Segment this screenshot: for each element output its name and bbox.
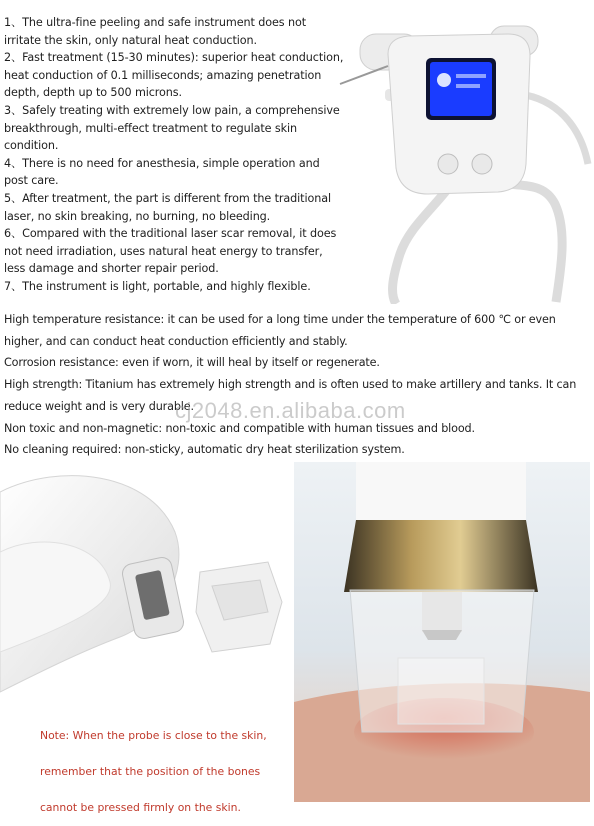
note-line: cannot be pressed firmly on the skin.	[40, 801, 241, 814]
property-item: Corrosion resistance: even if worn, it will heal by itself or regenerate.	[4, 356, 380, 370]
property-item: High temperature resistance: it can be used for a long time under the temperature of 600 ℃ or even higher, and can conduct heat conduction efficiently and stably.	[4, 313, 556, 348]
feature-item: 5、After treatment, the part is different from the traditional laser, no skin breaking, no burning, no bleeding.	[4, 191, 331, 223]
feature-item: 7、The instrument is light, portable, and highly flexible.	[4, 279, 311, 293]
note-line: Note: When the probe is close to the skin,	[40, 729, 267, 742]
property-item: High strength: Titanium has extremely high strength and is often used to make artillery and tanks. It can reduce weight and is very durable.	[4, 378, 577, 413]
device-image	[330, 4, 594, 304]
property-list	[4, 309, 590, 461]
feature-item: 2、Fast treatment (15-30 minutes): superior heat conduction, heat conduction of 0.1 milliseconds; amazing penetration depth, depth up to 500 microns.	[4, 51, 344, 100]
feature-item: 6、Compared with the traditional laser scar removal, it does not need irradiation, uses natural heat energy to transfer, less damage and shorter repair period.	[4, 227, 337, 276]
watermark: cj2048.en.alibaba.com	[175, 398, 406, 423]
feature-item: 4、There is no need for anesthesia, simple operation and post care.	[4, 156, 320, 188]
handpiece-image	[0, 462, 292, 718]
skin-treatment-photo	[294, 462, 590, 802]
feature-item: 1、The ultra-fine peeling and safe instrument does not irritate the skin, only natural heat conduction.	[4, 16, 306, 47]
property-item: Non toxic and non-magnetic: non-toxic and compatible with human tissues and blood.	[4, 421, 475, 435]
note-line: remember that the position of the bones	[40, 765, 261, 778]
feature-item: 3、Safely treating with extremely low pain, a comprehensive breakthrough, multi-effect treatment to regulate skin condition.	[4, 103, 340, 153]
probe-note	[40, 718, 295, 826]
property-item: No cleaning required: non-sticky, automatic dry heat sterilization system.	[4, 443, 405, 457]
feature-list	[4, 14, 344, 296]
